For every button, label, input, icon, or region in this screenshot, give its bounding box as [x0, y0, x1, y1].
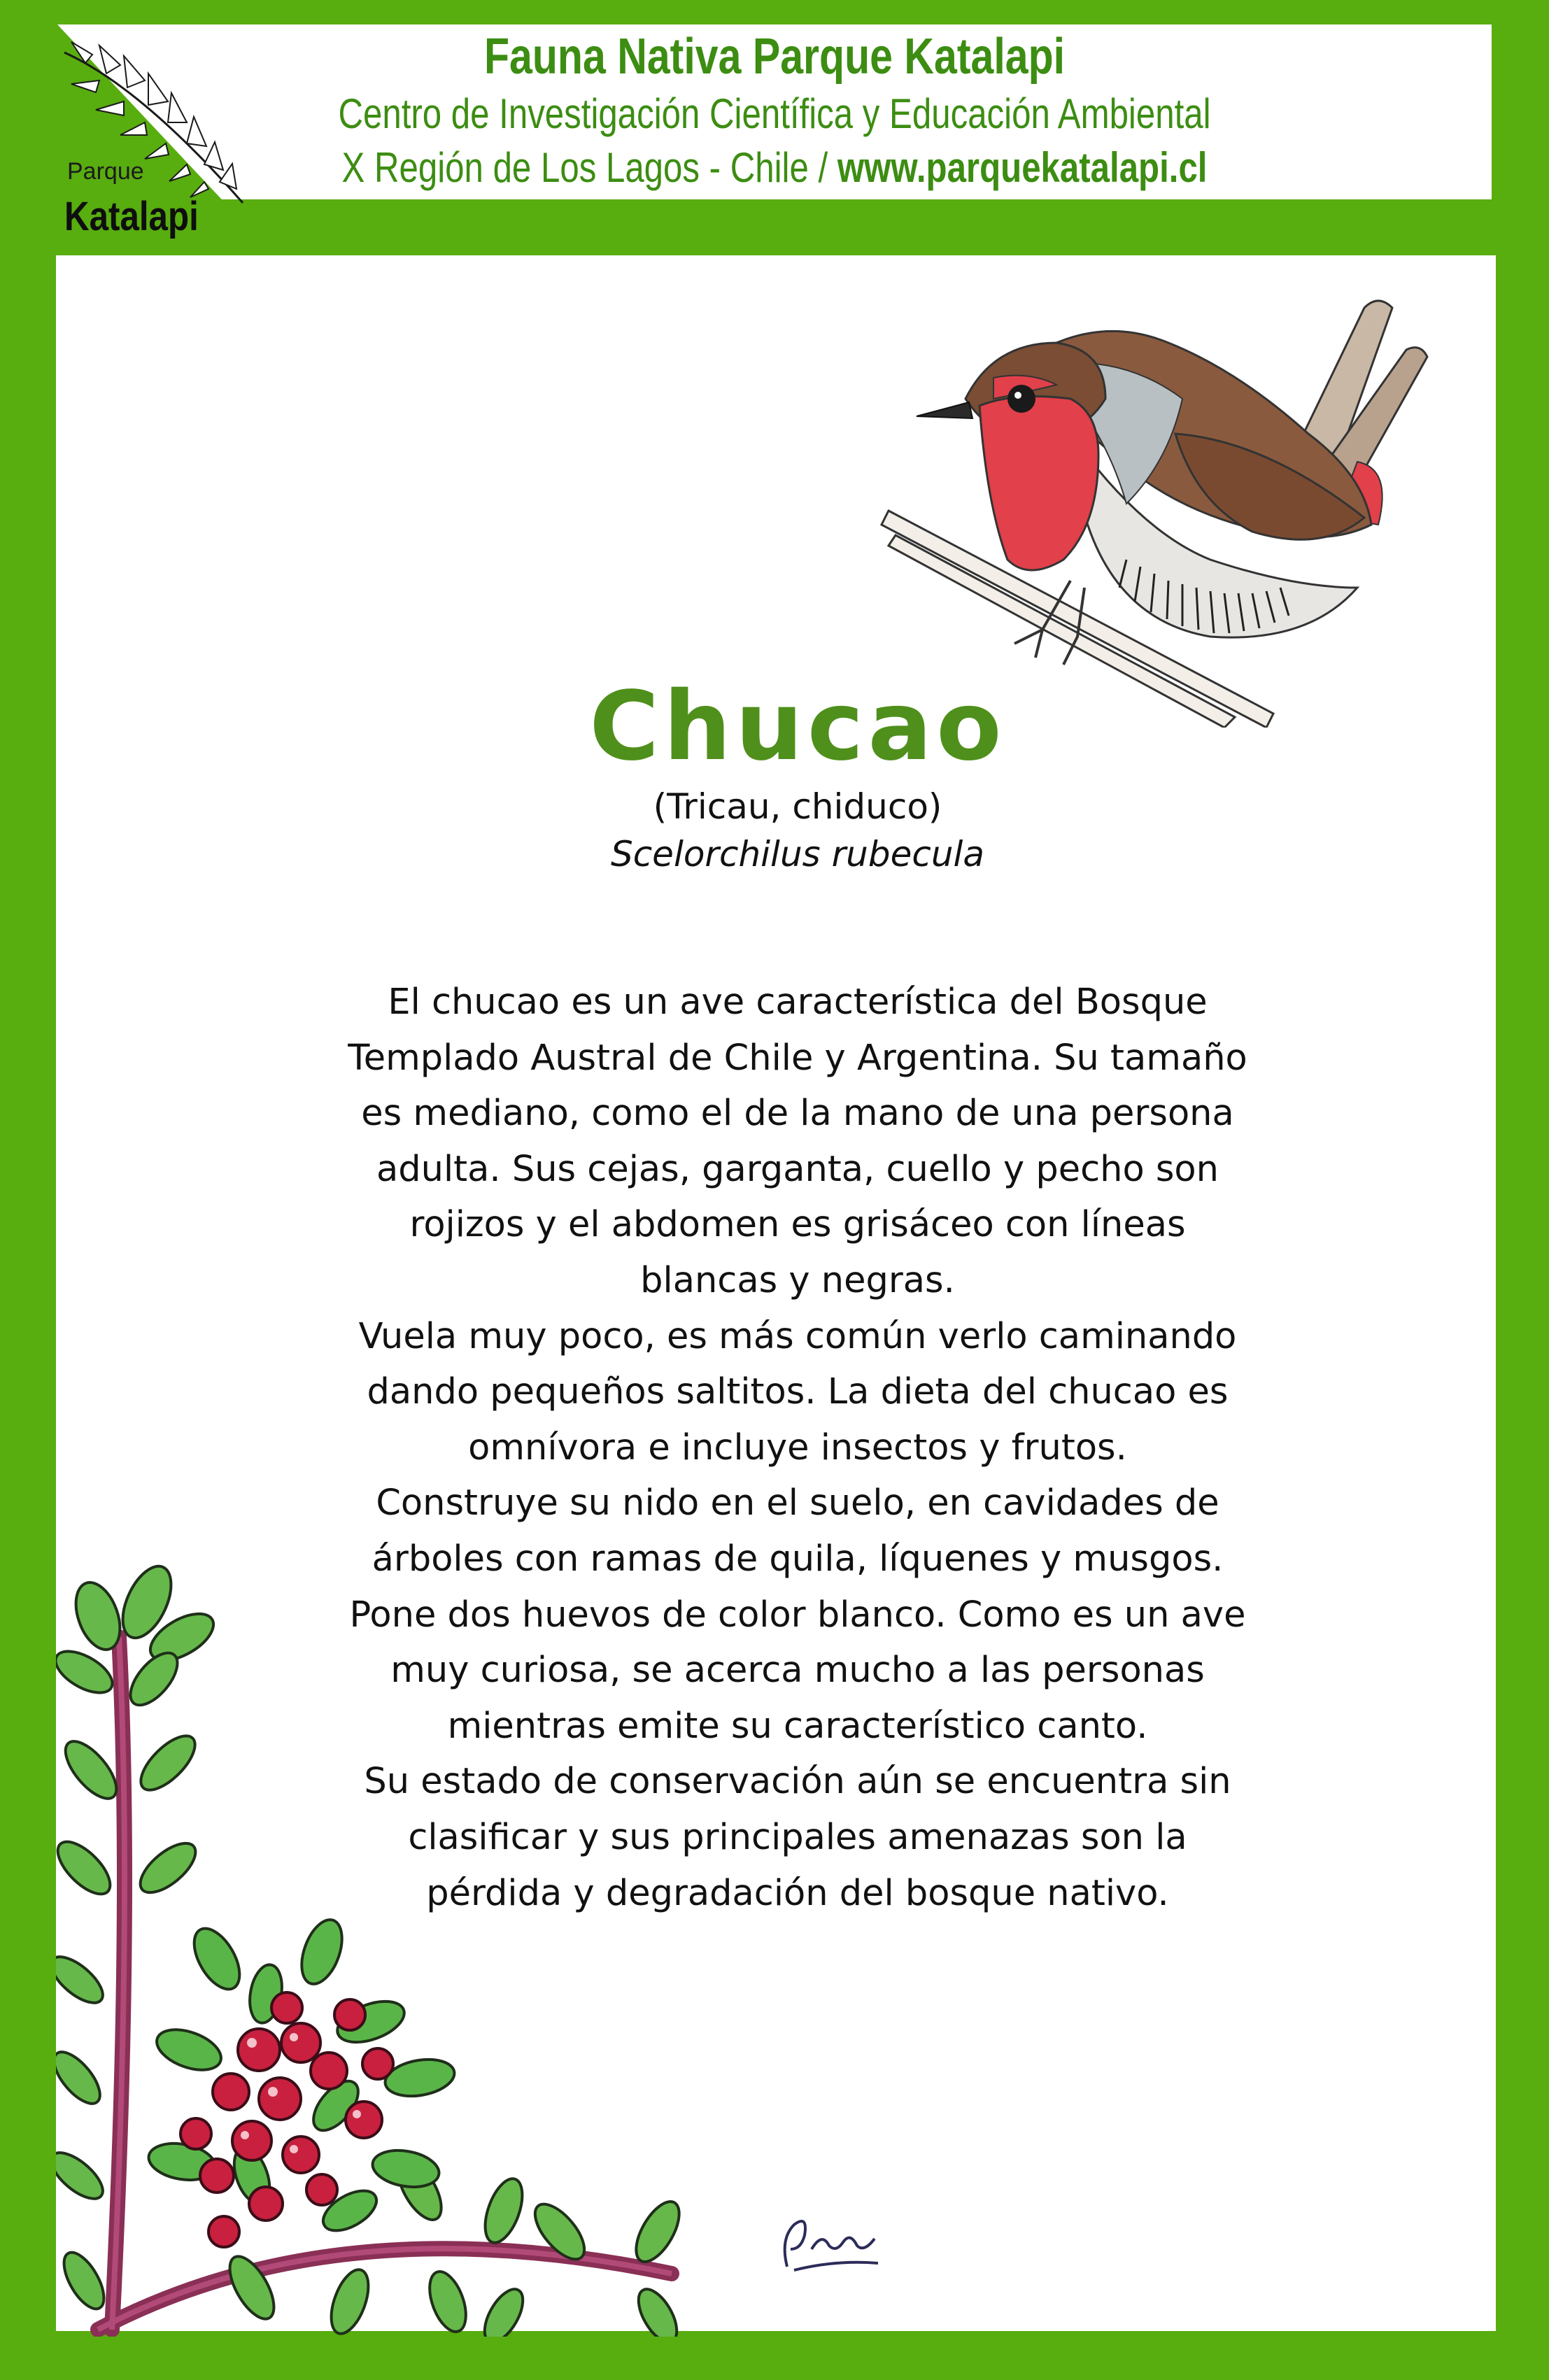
scientific-name: Scelorchilus rubecula: [610, 834, 985, 874]
description-line: es mediano, como el de la mano de una persona: [361, 1093, 1234, 1135]
logo-text-small: Parque: [67, 158, 144, 185]
species-title: Chucao: [589, 672, 1006, 782]
artist-signature: [773, 2211, 885, 2274]
logo-text-big: Katalapi: [64, 194, 199, 239]
description-line: clasificar y sus principales amenazas son la: [408, 1816, 1187, 1858]
header-title: Fauna Nativa Parque Katalapi: [483, 29, 1066, 85]
description-line: árboles con ramas de quila, líquenes y musgos.: [372, 1538, 1224, 1580]
header-region-line: [139, 143, 1409, 192]
berry-plant-illustration: [56, 1560, 756, 2337]
header-website-link[interactable]: www.parquekatalapi.cl: [837, 144, 1208, 191]
chucao-bird-illustration: [875, 294, 1434, 728]
description-line: adulta. Sus cejas, garganta, cuello y pecho son: [376, 1148, 1219, 1190]
header-region: X Región de Los Lagos - Chile /: [341, 144, 837, 191]
common-names: (Tricau, chiduco): [653, 786, 942, 827]
description-line: Vuela muy poco, es más común verlo caminando: [358, 1315, 1237, 1357]
description-line: mientras emite su característico canto.: [447, 1705, 1148, 1747]
description-line: dando pequeños saltitos. La dieta del chucao es: [367, 1371, 1229, 1413]
description-line: Su estado de conservación aún se encuentra sin: [364, 1761, 1231, 1803]
description-line: muy curiosa, se acerca mucho a las personas: [390, 1650, 1205, 1692]
description-line: Templado Austral de Chile y Argentina. Su tamaño: [348, 1037, 1247, 1079]
description-line: rojizos y el abdomen es grisáceo con líneas: [409, 1204, 1186, 1246]
description-line: Pone dos huevos de color blanco. Como es un ave: [349, 1594, 1246, 1636]
description-line: blancas y negras.: [640, 1259, 955, 1301]
description-line: pérdida y degradación del bosque nativo.: [426, 1872, 1169, 1914]
description-line: Construye su nido en el suelo, en cavidades de: [376, 1482, 1219, 1524]
description-line: omnívora e incluye insectos y frutos.: [468, 1426, 1127, 1468]
description-line: El chucao es un ave característica del Bosque: [388, 982, 1208, 1023]
header-subtitle: Centro de Investigación Científica y Educación Ambiental: [338, 90, 1211, 137]
